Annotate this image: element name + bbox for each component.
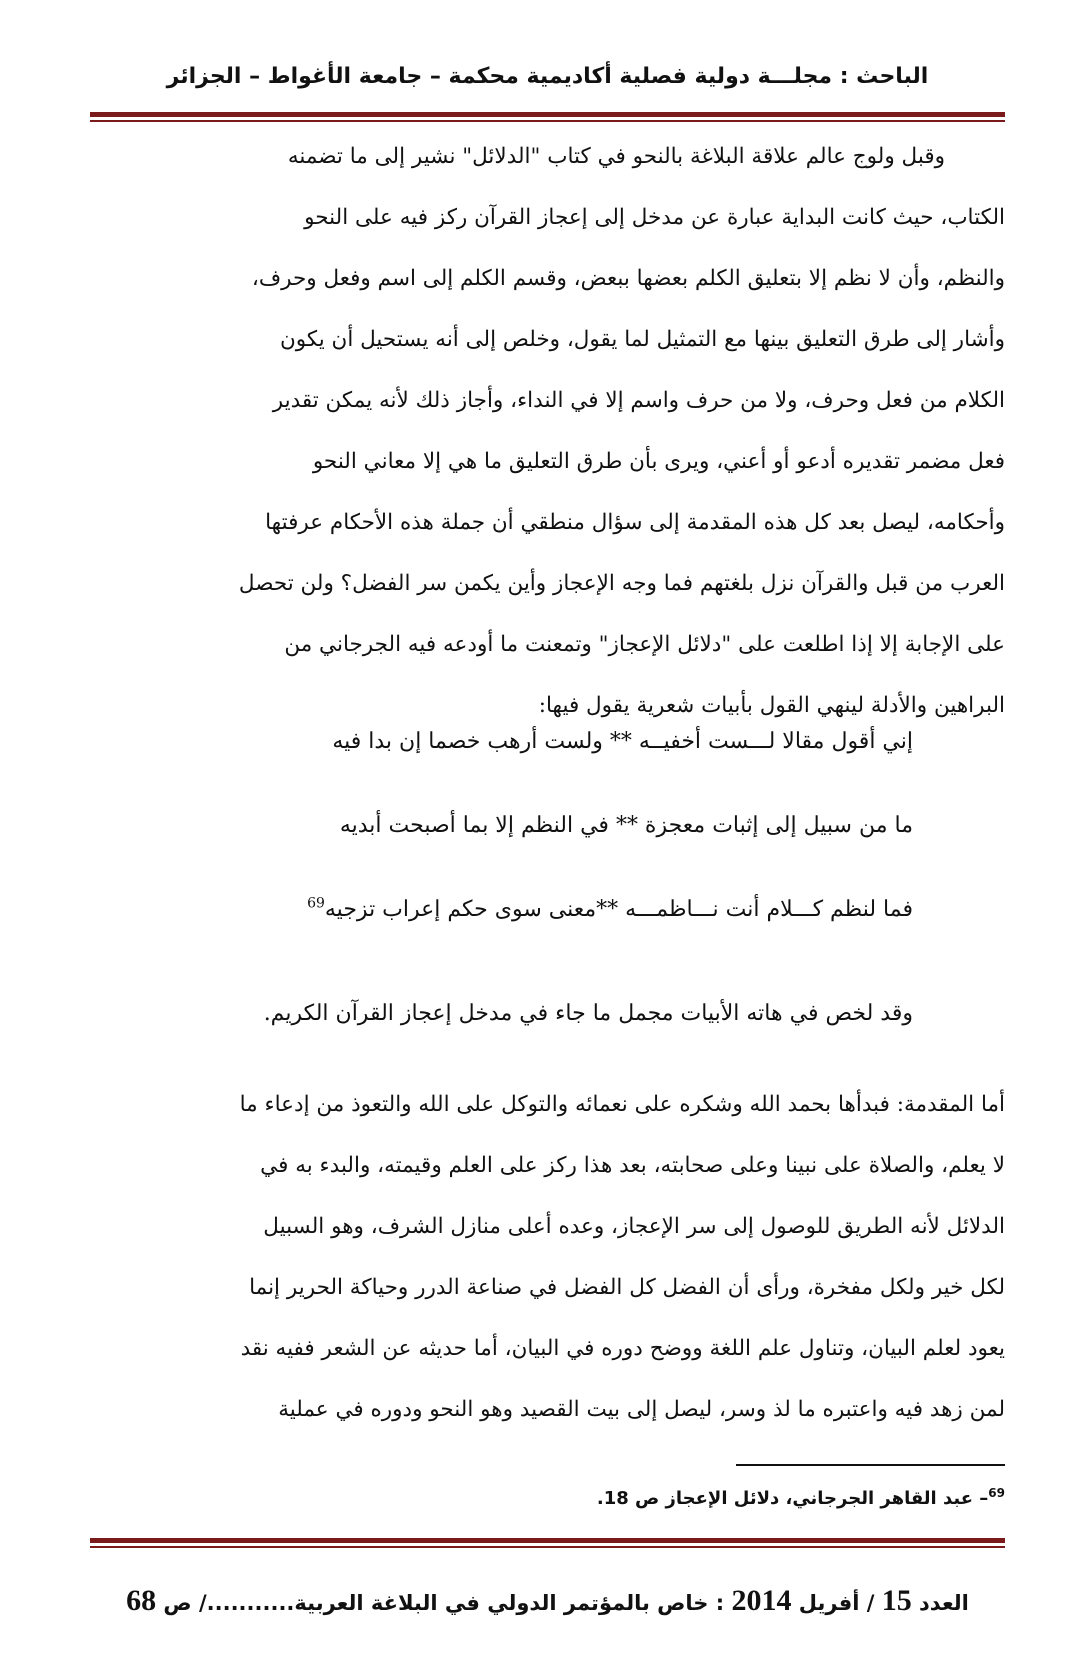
footer-separator: /	[859, 1591, 882, 1615]
header-rule-thick	[90, 112, 1005, 117]
footnote	[90, 1488, 1005, 1509]
verse-text: إني أقول مقالا لـــست أخفيــه ** ولست أرهب خصما إن بدا فيه	[332, 729, 913, 754]
poem-verses	[90, 722, 1005, 974]
text-line: وأشار إلى طرق التعليق بينها مع التمثيل لما يقول، وخلص إلى أنه يستحيل أن يكون	[279, 327, 1005, 352]
text-line: على الإجابة إلا إذا اطلعت على "دلائل الإعجاز" وتمعنت ما أودعه فيه الجرجاني من	[284, 632, 1005, 657]
issue-month: أفريل	[798, 1591, 860, 1615]
text-line: أما المقدمة: فبدأها بحمد الله وشكره على نعمائه والتوكل على الله والتعوذ من إدعاء ما	[239, 1092, 1005, 1117]
verse-line	[90, 722, 1005, 806]
verse-line	[90, 890, 1005, 974]
footnote-number: 69	[988, 1486, 1005, 1500]
text-line: وأحكامه، ليصل بعد كل هذه المقدمة إلى سؤال منطقي أن جملة هذه الأحكام عرفتها	[265, 510, 1005, 535]
footnote-reference: 69	[307, 895, 325, 912]
issue-label: العدد	[919, 1591, 969, 1615]
footer-rule-thick	[90, 1538, 1005, 1543]
issue-number: 15	[881, 1584, 912, 1617]
text-line: الكلام من فعل وحرف، ولا من حرف واسم إلا في النداء، وأجاز ذلك لأنه يمكن تقدير	[272, 388, 1005, 413]
header-rule-thin	[90, 120, 1005, 122]
text-line: الدلائل لأنه الطريق للوصول إلى سر الإعجاز، وعده أعلى منازل الشرف، وهو السبيل	[263, 1214, 1005, 1239]
paragraph-intro	[90, 126, 1005, 736]
verse-text: فما لنظم كـــلام أنت نـــاظمـــه **معنى سوى حكم إعراب تزجيه	[324, 897, 913, 922]
verse-text: ما من سبيل إلى إثبات معجزة ** في النظم إلا بما أصبحت أبديه	[339, 813, 913, 838]
text-line: لمن زهد فيه واعتبره ما لذ وسر، ليصل إلى بيت القصيد وهو النحو ودوره في عملية	[278, 1397, 1005, 1422]
text-line: وقبل ولوج عالم علاقة البلاغة بالنحو في كتاب "الدلائل" نشير إلى ما تضمنه	[287, 144, 945, 169]
summary-sentence: وقد لخص في هاته الأبيات مجمل ما جاء في مدخل إعجاز القرآن الكريم.	[263, 1001, 913, 1026]
text-line: والنظم، وأن لا نظم إلا بتعليق الكلم بعضها ببعض، وقسم الكلم إلى اسم وفعل وحرف،	[251, 266, 1005, 291]
special-issue-note: : خاص بالمؤتمر الدولي في البلاغة العربية.........../ ص	[156, 1591, 732, 1615]
running-header: الباحث : مجلـــة دولية فصلية أكاديمية محكمة – جامعة الأغواط – الجزائر	[166, 64, 929, 89]
text-line: الكتاب، حيث كانت البداية عبارة عن مدخل إلى إعجاز القرآن ركز فيه على النحو	[304, 205, 1005, 230]
footer-rule	[90, 1538, 1005, 1548]
text-line: لكل خير ولكل مفخرة، ورأى أن الفضل كل الفضل في صناعة الدرر وحياكة الحرير إنما	[249, 1275, 1005, 1300]
text-line: يعود لعلم البيان، وتناول علم اللغة ووضح دوره في البيان، أما حديثه عن الشعر ففيه نقد	[240, 1336, 1005, 1361]
header-rule	[90, 112, 1005, 122]
footnote-separator	[736, 1464, 1005, 1466]
paragraph-introduction-section	[90, 1074, 1005, 1440]
page-footer	[90, 1584, 1005, 1618]
verse-line	[90, 806, 1005, 890]
text-line: العرب من قبل والقرآن نزل بلغتهم فما وجه الإعجاز وأين يكمن سر الفضل؟ ولن تحصل	[238, 571, 1005, 596]
issue-year: 2014	[731, 1584, 792, 1617]
page-number: 68	[126, 1584, 157, 1617]
text-line: لا يعلم، والصلاة على نبينا وعلى صحابته، بعد هذا ركز على العلم وقيمته، والبدء به في	[260, 1153, 1005, 1178]
text-line: البراهين والأدلة لينهي القول بأبيات شعرية يقول فيها:	[538, 693, 1005, 718]
footnote-text: – عبد القاهر الجرجاني، دلائل الإعجاز ص 18.	[596, 1488, 989, 1509]
text-line: فعل مضمر تقديره أدعو أو أعني، ويرى بأن طرق التعليق ما هي إلا معاني النحو	[312, 449, 1005, 474]
footer-rule-thin	[90, 1546, 1005, 1548]
